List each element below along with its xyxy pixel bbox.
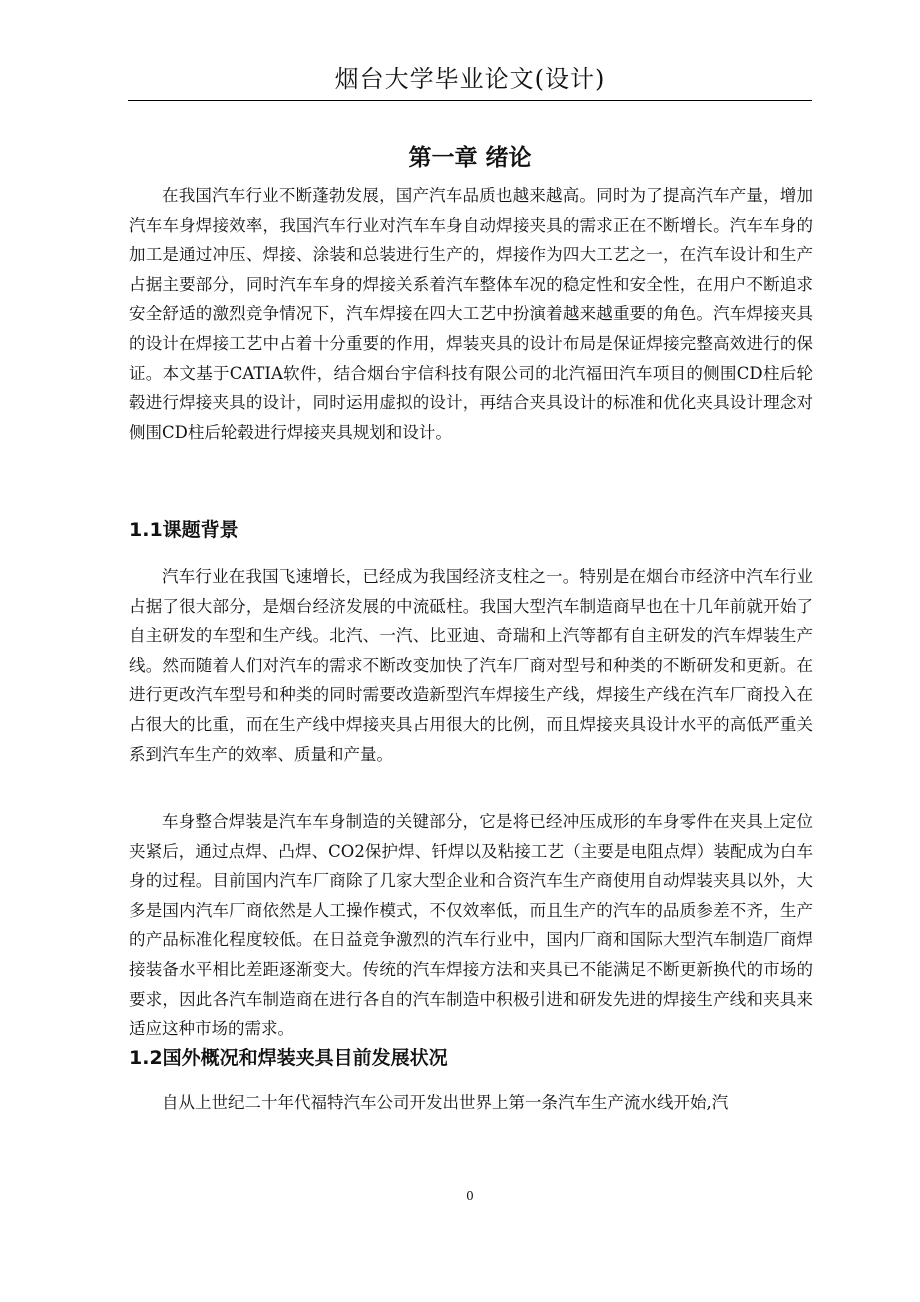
page-header-title: 烟台大学毕业论文(设计) [334,65,606,93]
section-heading-1-1: 1.1课题背景 [129,519,239,541]
section-1-1-paragraph-2: 车身整合焊装是汽车车身制造的关键部分，它是将已经冲压成形的车身零件在夹具上定位夹紧后，通过点焊、凸焊、CO2保护焊、钎焊以及粘接工艺（主要是电阻点焊）装配成为白车身的过程。目前国内汽车厂商除了几家大型企业和合资汽车生产商使用自动焊装夹具以外，大多是国内汽车厂商依然是人工操作模式，不仅效率低，而且生产的汽车的品质参差不齐，生产的产品标准化程度较低。在日益竞争激烈的汽车行业中，国内厂商和国际大型汽车制造厂商焊接装备水平相比差距逐渐变大。传统的汽车焊接方法和夹具已不能满足不断更新换代的市场的要求，因此各汽车制造商在进行各自的汽车制造中积极引进和研发先进的焊接生产线和夹具来适应这种市场的需求。 [129,812,813,1039]
header-divider [128,100,812,101]
chapter-intro-paragraph: 在我国汽车行业不断蓬勃发展，国产汽车品质也越来越高。同时为了提高汽车产量，增加汽车车身焊接效率，我国汽车行业对汽车车身自动焊接夹具的需求正在不断增长。汽车车身的加工是通过冲压、焊接、涂装和总装进行生产的，焊接作为四大工艺之一，在汽车设计和生产占据主要部分，同时汽车车身的焊接关系着汽车整体车况的稳定性和安全性，在用户不断追求安全舒适的激烈竞争情况下，汽车焊接在四大工艺中扮演着越来越重要的角色。汽车焊接夹具的设计在焊接工艺中占着十分重要的作用，焊装夹具的设计布局是保证焊接完整高效进行的保证。本文基于CATIA软件，结合烟台宇信科技有限公司的北汽福田汽车项目的侧围CD柱后轮毂进行焊接夹具的设计，同时运用虚拟的设计，再结合夹具设计的标准和优化夹具设计理念对侧围CD柱后轮毂进行焊接夹具规划和设计。 [129,186,813,442]
section-1-1-paragraph-1: 汽车行业在我国飞速增长，已经成为我国经济支柱之一。特别是在烟台市经济中汽车行业占据了很大部分，是烟台经济发展的中流砥柱。我国大型汽车制造商早也在十几年前就开始了自主研发的车型和生产线。北汽、一汽、比亚迪、奇瑞和上汽等都有自主研发的汽车焊装生产线。然而随着人们对汽车的需求不断改变加快了汽车厂商对型号和种类的不断研发和更新。在进行更改汽车型号和种类的同时需要改造新型汽车焊接生产线，焊接生产线在汽车厂商投入在占很大的比重，而在生产线中焊接夹具占用很大的比例，而且焊接夹具设计水平的高低严重关系到汽车生产的效率、质量和产量。 [129,567,813,764]
section-1-2-paragraph-1: 自从上世纪二十年代福特汽车公司开发出世界上第一条汽车生产流水线开始,汽 [162,1093,729,1112]
chapter-title: 第一章 绪论 [408,145,532,171]
page-number: 0 [466,1189,474,1203]
section-heading-1-2: 1.2国外概况和焊装夹具目前发展状况 [129,1047,448,1069]
